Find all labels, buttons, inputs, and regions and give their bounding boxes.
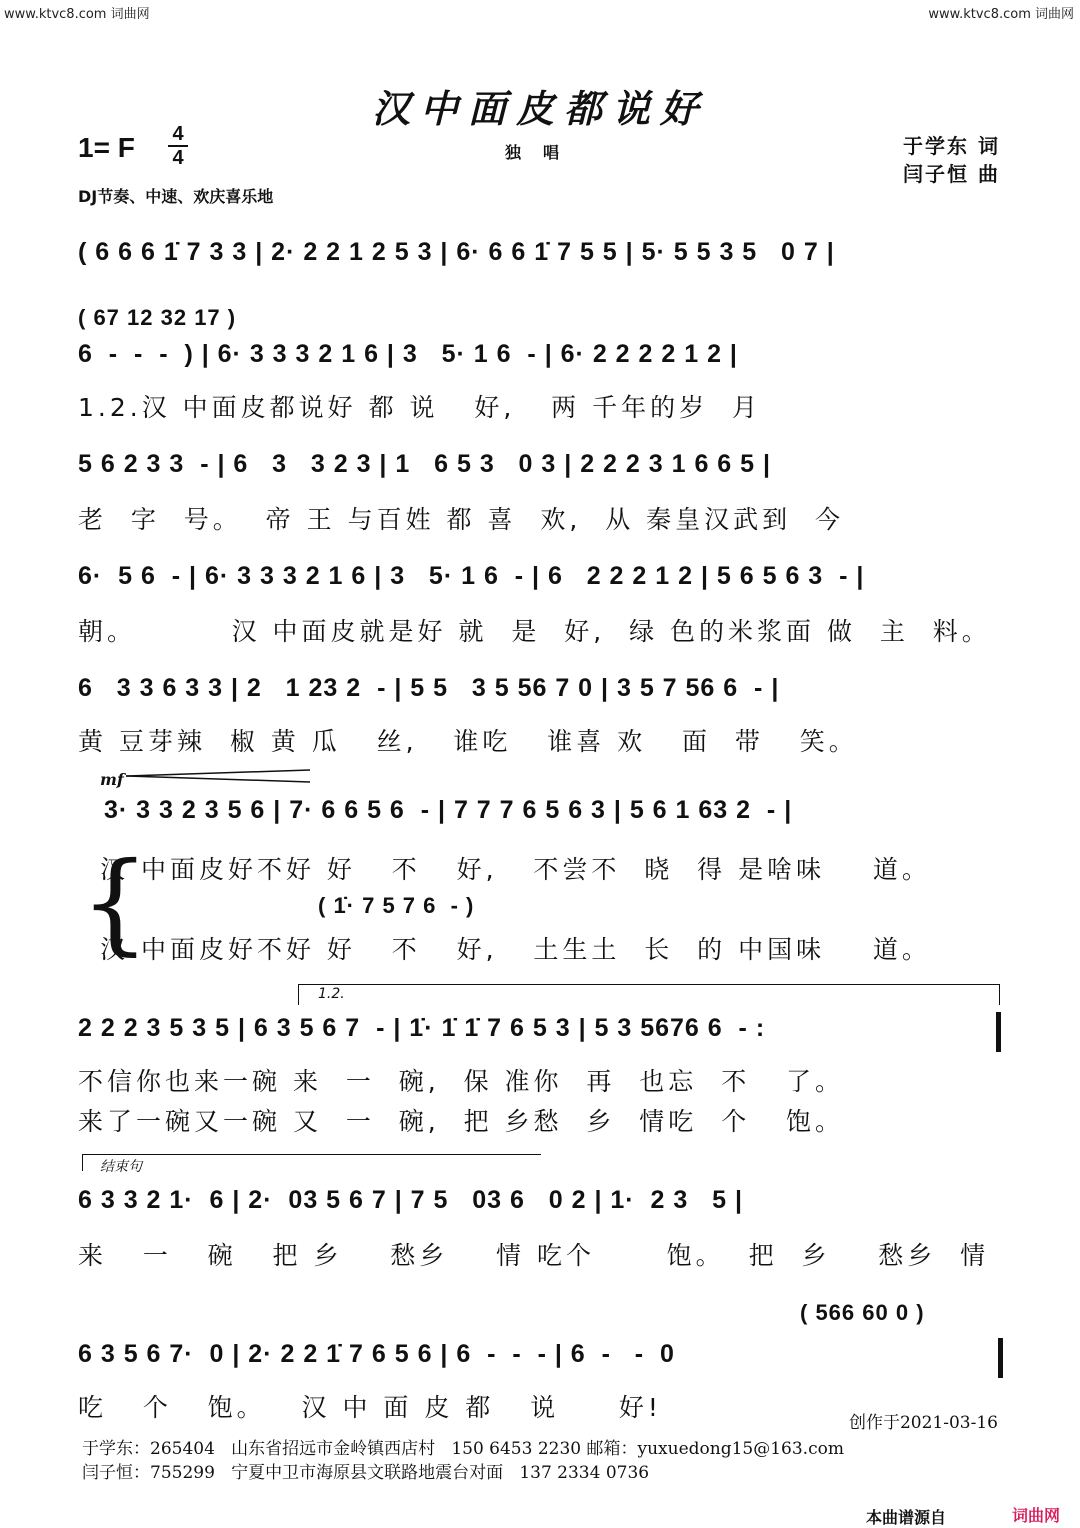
notation-line-9-fill: ( 566 60 0 ) — [800, 1300, 925, 1325]
notation-line-8: 6 3 3 2 1· 6 | 2· 03 5 6 7 | 7 5 03 6 0 2 | 1· 2 3 5 | — [78, 1186, 743, 1214]
notation-line-6-fill: ( 1̇· 7 5 7 6 - ) — [318, 893, 475, 918]
final-barline — [998, 1338, 1003, 1378]
notation-line-6: 3· 3 3 2 3 5 6 | 7· 6 6 5 6 - | 7 7 7 6 5 6 3 | 5 6 1 63 2 - | — [104, 796, 793, 824]
contact-composer: 闫子恒：755299 宁夏中卫市海原县文联路地震台对面 137 2334 0736 — [82, 1463, 650, 1483]
creation-date: 创作于2021-03-16 — [848, 1413, 998, 1433]
notation-line-2: 6 - - - ) | 6· 3 3 3 2 1 6 | 3 5· 1 6 - | 6· 2 2 2 2 1 2 | — [78, 340, 738, 368]
lyrics-line-2: 1.2.汉 中面皮都说好 都 说 好, 两 千年的岁 月 — [78, 393, 762, 422]
key-signature: 1= F — [78, 132, 135, 163]
watermark-right: www.ktvc8.com 词曲网 — [928, 7, 1074, 22]
watermark-left: www.ktvc8.com 词曲网 — [4, 7, 150, 22]
notation-line-4: 6· 5 6 - | 6· 3 3 3 2 1 6 | 3 5· 1 6 - | 6 2 2 2 1 2 | 5 6 5 6 3 - | — [78, 562, 865, 590]
lyrics-line-4: 朝。 汉 中面皮就是好 就 是 好, 绿 色的米浆面 做 主 料。 — [78, 617, 991, 646]
notation-line-1: ( 6 6 6 1̇ 7 3 3 | 2· 2 2 1 2 5 3 | 6· 6 6 1̇ 7 5 5 | 5· 5 5 3 5 0 7 | — [78, 238, 835, 266]
lyrics-line-3: 老 字 号。 帝 王 与百姓 都 喜 欢, 从 秦皇汉武到 今 — [78, 505, 845, 534]
volta-label: 1.2. — [318, 986, 345, 1002]
composer-credit: 闫子恒 曲 — [903, 162, 1000, 186]
time-signature-bottom: 4 — [172, 147, 184, 169]
lyrics-line-5: 黄 豆芽辣 椒 黄 瓜 丝, 谁吃 谁喜 欢 面 带 笑。 — [78, 727, 858, 756]
lyrics-line-6-verse-1: 汉 中面皮好不好 好 不 好, 不尝不 晓 得 是啥味 道。 — [100, 855, 931, 884]
tempo-marking: DJ节奏、中速、欢庆喜乐地 — [78, 187, 274, 206]
dynamic-mark: mf — [100, 770, 124, 789]
song-title: 汉中面皮都说好 — [371, 86, 708, 131]
notation-line-9: 6 3 5 6 7· 0 | 2· 2 2 1̇ 7 6 5 6 | 6 - - - | 6 - - 0 — [78, 1340, 675, 1368]
notation-line-5: 6 3 3 6 3 3 | 2 1 23 2 - | 5 5 3 5 56 7 0 | 3 5 7 56 6 - | — [78, 674, 780, 702]
notation-line-3: 5 6 2 3 3 - | 6 3 3 2 3 | 1 6 5 3 0 3 | 2 2 2 3 1 6 6 5 | — [78, 450, 771, 478]
notation-line-2-intro: ( 67 12 32 17 ) — [78, 305, 237, 330]
source-label: 本曲谱源自 — [866, 1508, 947, 1527]
time-signature-top: 4 — [172, 123, 184, 145]
crescendo-hairpin — [126, 768, 312, 784]
lyricist-credit: 于学东 词 — [903, 134, 1000, 158]
contact-lyricist: 于学东：265404 山东省招远市金岭镇西店村 150 6453 2230 邮箱：yuxuedong15@163.com — [82, 1439, 844, 1459]
notation-line-7: 2 2 2 3 5 3 5 | 6 3 5 6 7 - | 1̇· 1̇ 1̇ 7 6 5 3 | 5 3 5676 6 - : — [78, 1014, 766, 1042]
lyrics-line-7-verse-1: 不信你也来一碗 来 一 碗, 保 准你 再 也忘 不 了。 — [78, 1067, 845, 1096]
repeat-end-barline — [996, 1012, 1001, 1052]
lyrics-line-9: 吃 个 饱。 汉 中 面 皮 都 说 好! — [78, 1393, 662, 1422]
lyrics-line-8: 来 一 碗 把 乡 愁乡 情 吃个 饱。 把 乡 愁乡 情 — [78, 1241, 990, 1270]
site-logo[interactable]: 词曲网 — [1012, 1506, 1061, 1525]
lyrics-line-7-verse-2: 来了一碗又一碗 又 一 碗, 把 乡愁 乡 情吃 个 饱。 — [78, 1107, 845, 1136]
lyrics-line-6-verse-2: 汉 中面皮好不好 好 不 好, 土生土 长 的 中国味 道。 — [100, 935, 931, 964]
time-signature — [168, 124, 188, 168]
volta-bracket — [298, 984, 1000, 1005]
ending-bracket — [82, 1154, 541, 1171]
verse-brace: { — [80, 838, 150, 966]
ending-label: 结束句 — [100, 1159, 142, 1175]
performance-type: 独唱 — [505, 143, 582, 162]
